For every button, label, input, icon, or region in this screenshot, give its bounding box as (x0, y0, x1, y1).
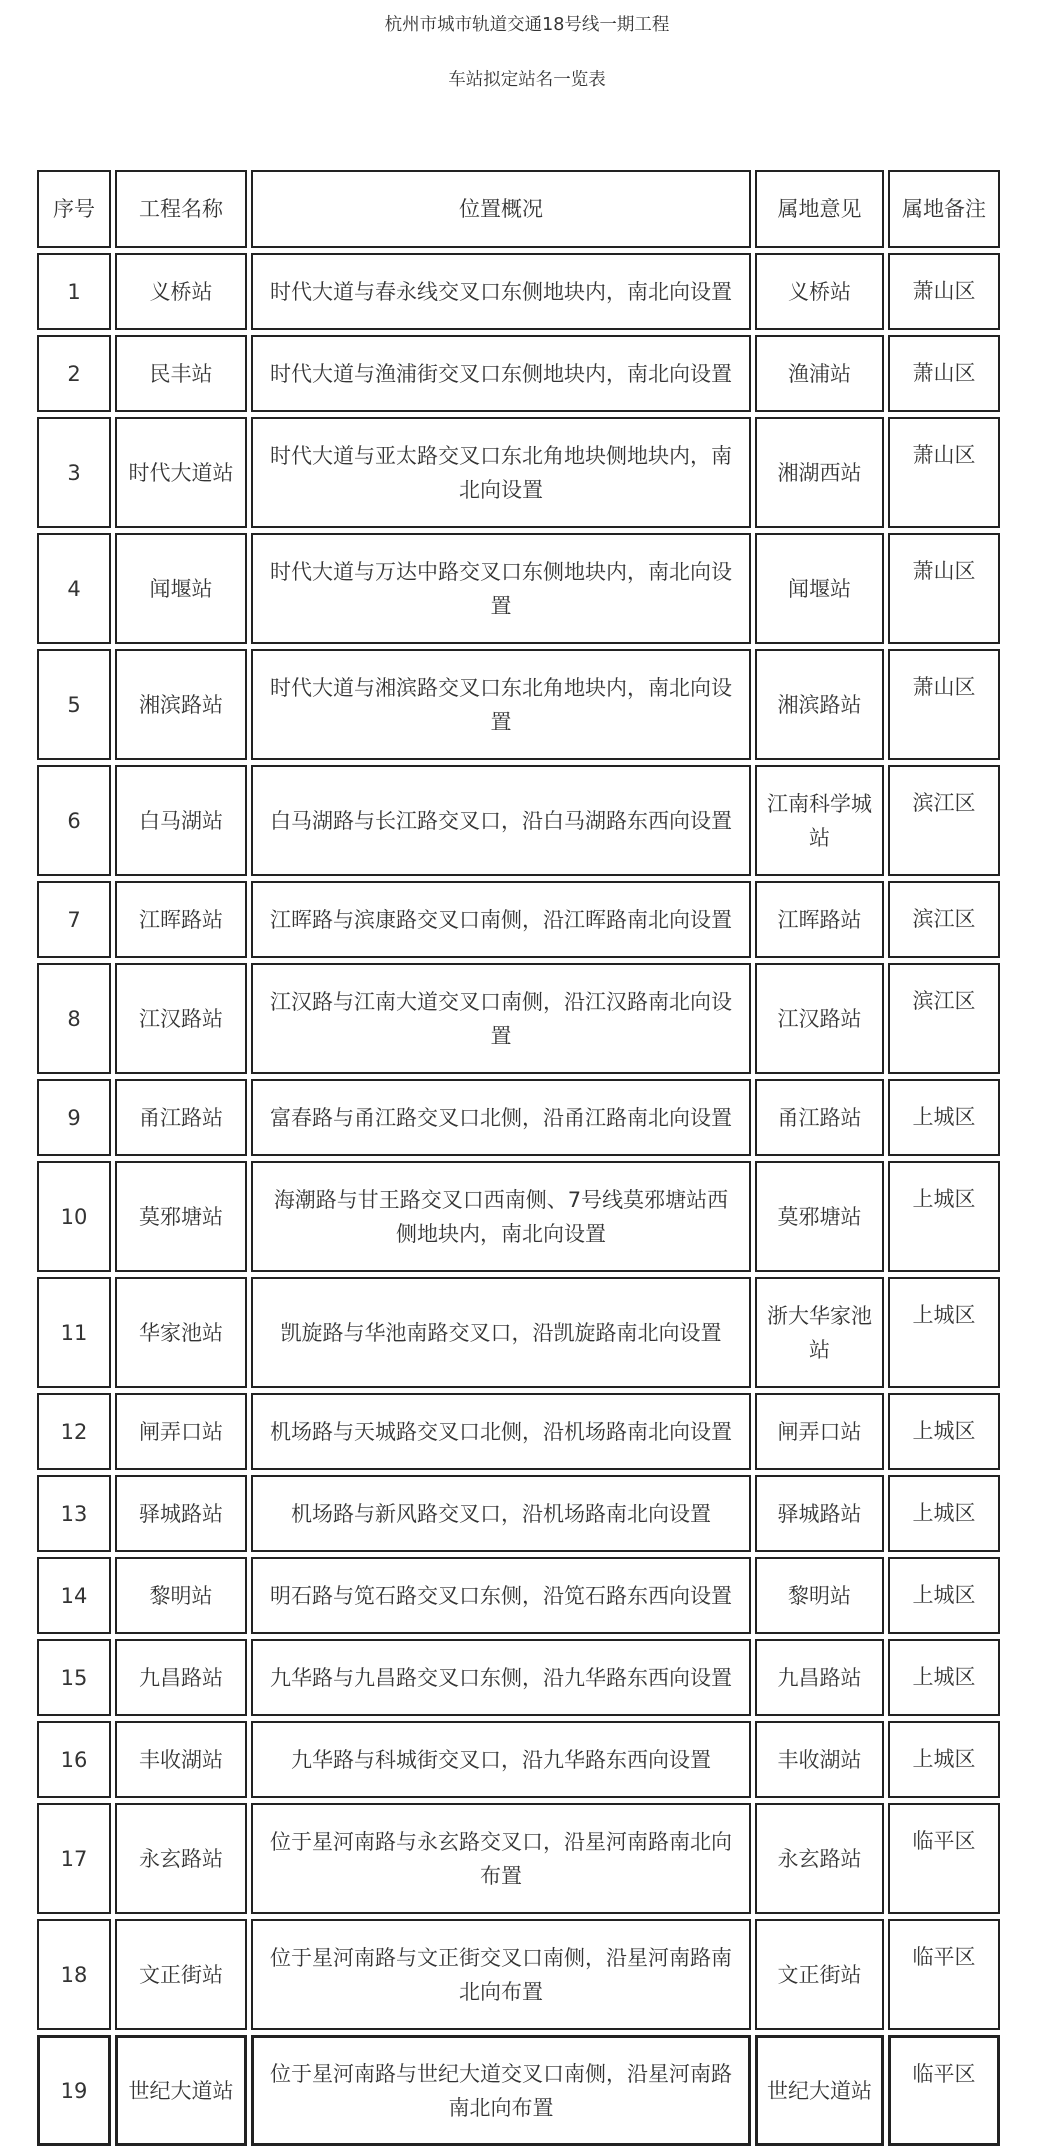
cell-district: 临平区 (888, 1919, 1000, 2030)
cell-location: 位于星河南路与文正街交叉口南侧，沿星河南路南北向布置 (251, 1919, 751, 2030)
cell-location: 富春路与甬江路交叉口北侧，沿甬江路南北向设置 (251, 1079, 751, 1156)
cell-project-name: 江汉路站 (115, 963, 247, 1074)
cell-project-name: 湘滨路站 (115, 649, 247, 760)
cell-district: 萧山区 (888, 649, 1000, 760)
cell-project-name: 驿城路站 (115, 1475, 247, 1552)
cell-local-opinion: 浙大华家池站 (755, 1277, 884, 1388)
cell-local-opinion: 义桥站 (755, 253, 884, 330)
cell-project-name: 莫邪塘站 (115, 1161, 247, 1272)
cell-local-opinion: 永玄路站 (755, 1803, 884, 1914)
cell-project-name: 九昌路站 (115, 1639, 247, 1716)
cell-location: 时代大道与渔浦街交叉口东侧地块内，南北向设置 (251, 335, 751, 412)
cell-location: 时代大道与万达中路交叉口东侧地块内，南北向设置 (251, 533, 751, 644)
cell-location: 凯旋路与华池南路交叉口，沿凯旋路南北向设置 (251, 1277, 751, 1388)
cell-local-opinion: 江晖路站 (755, 881, 884, 958)
cell-location: 位于星河南路与世纪大道交叉口南侧，沿星河南路南北向布置 (251, 2035, 751, 2146)
cell-index: 16 (37, 1721, 111, 1798)
cell-index: 15 (37, 1639, 111, 1716)
cell-location: 江汉路与江南大道交叉口南侧，沿江汉路南北向设置 (251, 963, 751, 1074)
table-header-row (37, 170, 1000, 248)
cell-project-name: 江晖路站 (115, 881, 247, 958)
cell-district: 上城区 (888, 1721, 1000, 1798)
cell-district: 萧山区 (888, 253, 1000, 330)
cell-local-opinion: 文正街站 (755, 1919, 884, 2030)
cell-project-name: 义桥站 (115, 253, 247, 330)
cell-district: 上城区 (888, 1277, 1000, 1388)
cell-location: 九华路与科城街交叉口，沿九华路东西向设置 (251, 1721, 751, 1798)
table-row (37, 1557, 1000, 1634)
cell-local-opinion: 九昌路站 (755, 1639, 884, 1716)
cell-local-opinion: 丰收湖站 (755, 1721, 884, 1798)
cell-project-name: 世纪大道站 (115, 2035, 247, 2146)
cell-district: 滨江区 (888, 765, 1000, 876)
cell-project-name: 文正街站 (115, 1919, 247, 2030)
cell-project-name: 闻堰站 (115, 533, 247, 644)
table-row (37, 1803, 1000, 1914)
cell-location: 位于星河南路与永玄路交叉口，沿星河南路南北向布置 (251, 1803, 751, 1914)
cell-location: 白马湖路与长江路交叉口，沿白马湖路东西向设置 (251, 765, 751, 876)
cell-project-name: 丰收湖站 (115, 1721, 247, 1798)
cell-location: 海潮路与甘王路交叉口西南侧、7号线莫邪塘站西侧地块内，南北向设置 (251, 1161, 751, 1272)
cell-index: 9 (37, 1079, 111, 1156)
cell-district: 上城区 (888, 1393, 1000, 1470)
cell-index: 5 (37, 649, 111, 760)
table-row (37, 335, 1000, 412)
cell-district: 萧山区 (888, 335, 1000, 412)
cell-district: 临平区 (888, 1803, 1000, 1914)
table-row (37, 253, 1000, 330)
cell-index: 12 (37, 1393, 111, 1470)
cell-local-opinion: 湘滨路站 (755, 649, 884, 760)
cell-local-opinion: 闸弄口站 (755, 1393, 884, 1470)
cell-location: 江晖路与滨康路交叉口南侧，沿江晖路南北向设置 (251, 881, 751, 958)
table-row (37, 1919, 1000, 2030)
cell-local-opinion: 世纪大道站 (755, 2035, 884, 2146)
cell-index: 4 (37, 533, 111, 644)
table-row (37, 1161, 1000, 1272)
cell-location: 机场路与天城路交叉口北侧，沿机场路南北向设置 (251, 1393, 751, 1470)
cell-project-name: 民丰站 (115, 335, 247, 412)
table-row (37, 881, 1000, 958)
cell-local-opinion: 渔浦站 (755, 335, 884, 412)
cell-location: 机场路与新风路交叉口，沿机场路南北向设置 (251, 1475, 751, 1552)
cell-district: 萧山区 (888, 417, 1000, 528)
cell-index: 14 (37, 1557, 111, 1634)
table-row (37, 963, 1000, 1074)
cell-project-name: 永玄路站 (115, 1803, 247, 1914)
cell-index: 11 (37, 1277, 111, 1388)
cell-index: 1 (37, 253, 111, 330)
cell-local-opinion: 驿城路站 (755, 1475, 884, 1552)
cell-district: 滨江区 (888, 963, 1000, 1074)
cell-index: 3 (37, 417, 111, 528)
table-row (37, 2035, 1000, 2146)
table-row (37, 1721, 1000, 1798)
cell-local-opinion: 江南科学城站 (755, 765, 884, 876)
cell-index: 17 (37, 1803, 111, 1914)
table-row (37, 765, 1000, 876)
cell-district: 上城区 (888, 1639, 1000, 1716)
cell-local-opinion: 江汉路站 (755, 963, 884, 1074)
cell-index: 7 (37, 881, 111, 958)
table-row (37, 1475, 1000, 1552)
cell-district: 上城区 (888, 1161, 1000, 1272)
cell-district: 临平区 (888, 2035, 1000, 2146)
cell-index: 13 (37, 1475, 111, 1552)
header-index: 序号 (37, 170, 111, 248)
table-row (37, 533, 1000, 644)
table-row (37, 1639, 1000, 1716)
cell-local-opinion: 黎明站 (755, 1557, 884, 1634)
header-location: 位置概况 (251, 170, 751, 248)
cell-project-name: 白马湖站 (115, 765, 247, 876)
cell-location: 九华路与九昌路交叉口东侧，沿九华路东西向设置 (251, 1639, 751, 1716)
cell-index: 6 (37, 765, 111, 876)
table-row (37, 1277, 1000, 1388)
cell-district: 上城区 (888, 1475, 1000, 1552)
cell-index: 2 (37, 335, 111, 412)
cell-project-name: 时代大道站 (115, 417, 247, 528)
cell-local-opinion: 湘湖西站 (755, 417, 884, 528)
header-local-opinion: 属地意见 (755, 170, 884, 248)
cell-project-name: 黎明站 (115, 1557, 247, 1634)
cell-local-opinion: 闻堰站 (755, 533, 884, 644)
table-row (37, 417, 1000, 528)
document-title: 杭州市城市轨道交通18号线一期工程 (384, 15, 670, 35)
cell-project-name: 甬江路站 (115, 1079, 247, 1156)
cell-project-name: 闸弄口站 (115, 1393, 247, 1470)
cell-location: 时代大道与春永线交叉口东侧地块内，南北向设置 (251, 253, 751, 330)
cell-index: 18 (37, 1919, 111, 2030)
table-row (37, 1079, 1000, 1156)
cell-district: 萧山区 (888, 533, 1000, 644)
document-subtitle: 车站拟定站名一览表 (448, 70, 606, 90)
cell-local-opinion: 莫邪塘站 (755, 1161, 884, 1272)
table-row (37, 1393, 1000, 1470)
table-row (37, 649, 1000, 760)
cell-index: 19 (37, 2035, 111, 2146)
cell-index: 10 (37, 1161, 111, 1272)
cell-project-name: 华家池站 (115, 1277, 247, 1388)
cell-location: 时代大道与亚太路交叉口东北角地块侧地块内，南北向设置 (251, 417, 751, 528)
cell-index: 8 (37, 963, 111, 1074)
cell-district: 上城区 (888, 1557, 1000, 1634)
header-district: 属地备注 (888, 170, 1000, 248)
cell-local-opinion: 甬江路站 (755, 1079, 884, 1156)
cell-location: 时代大道与湘滨路交叉口东北角地块内，南北向设置 (251, 649, 751, 760)
cell-district: 滨江区 (888, 881, 1000, 958)
header-project-name: 工程名称 (115, 170, 247, 248)
station-name-table (37, 170, 1000, 2151)
cell-district: 上城区 (888, 1079, 1000, 1156)
cell-location: 明石路与笕石路交叉口东侧，沿笕石路东西向设置 (251, 1557, 751, 1634)
